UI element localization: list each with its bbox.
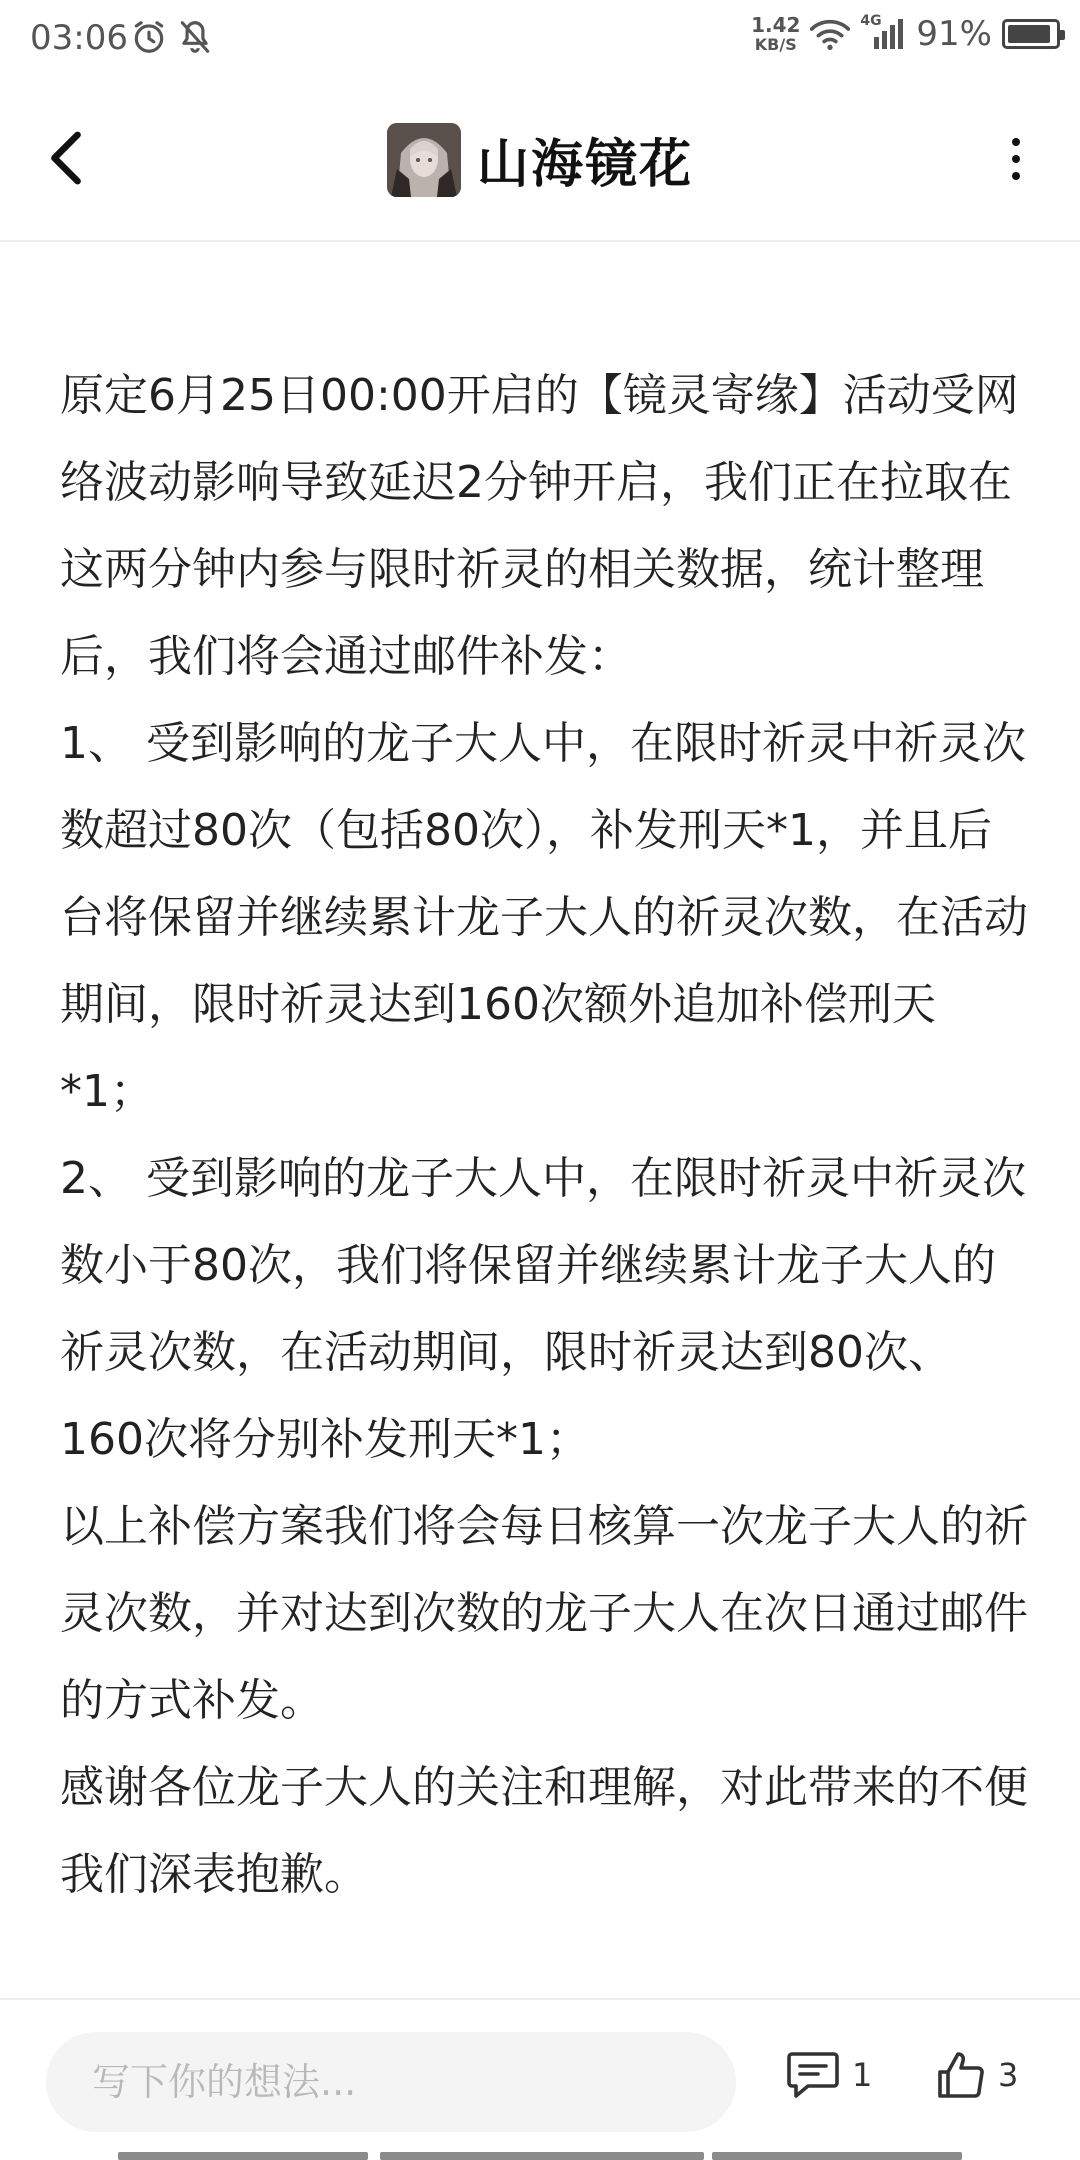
more-dot-icon <box>1012 155 1020 163</box>
avatar-image <box>387 123 461 197</box>
article-paragraph: 以上补偿方案我们将会每日核算一次龙子大人的祈灵次数，并对达到次数的龙子大人在次日通过邮件的方式补发。 <box>60 1501 1028 1726</box>
net-speed-value: 1.42 <box>751 13 801 37</box>
battery-level-fill <box>1008 25 1050 43</box>
network-type: 4G <box>860 13 882 29</box>
net-speed-unit: KB/S <box>754 35 797 54</box>
comment-count: 1 <box>852 2056 873 2094</box>
article-paragraph: 原定6月25日00:00开启的【镜灵寄缘】活动受网络波动影响导致延迟2分钟开启，我们正在拉取在这两分钟内参与限时祈灵的相关数据，统计整理后，我们将会通过邮件补发： <box>60 370 1019 682</box>
page-title: 山海镜花 <box>476 135 693 195</box>
more-options-button[interactable] <box>996 134 1036 184</box>
alarm-icon <box>130 18 168 56</box>
bottom-action-bar <box>0 1998 1080 2160</box>
article-paragraph: 2、 受到影响的龙子大人中，在限时祈灵中祈灵次数小于80次，我们将保留并继续累计龙子大人的祈灵次数，在活动期间，限时祈灵达到80次、160次将分别补发刑天*1； <box>60 1153 1026 1465</box>
net-speed <box>751 15 800 53</box>
nav-hint-bar <box>712 2152 962 2160</box>
status-bar <box>0 0 1080 76</box>
game-avatar[interactable] <box>387 123 461 197</box>
battery-percent: 91% <box>916 14 992 54</box>
thumbs-up-icon <box>936 2050 986 2100</box>
wifi-icon <box>810 17 850 51</box>
more-dot-icon <box>1012 138 1020 146</box>
more-dot-icon <box>1012 172 1020 180</box>
title-group <box>0 122 1080 197</box>
nav-hint-bar <box>118 2152 368 2160</box>
like-button[interactable] <box>936 2050 1018 2100</box>
cellular-signal-icon <box>860 13 906 51</box>
comment-button[interactable] <box>786 2050 872 2100</box>
notifications-off-icon <box>176 18 214 56</box>
battery-icon <box>1002 19 1060 49</box>
comment-icon <box>786 2050 840 2100</box>
app-header <box>0 76 1080 242</box>
system-nav-hint <box>0 2152 1080 2160</box>
article-content <box>60 352 1028 1918</box>
like-count: 3 <box>998 2056 1019 2094</box>
article-paragraph: 1、 受到影响的龙子大人中，在限时祈灵中祈灵次数超过80次（包括80次），补发刑天*1，并且后台将保留并继续累计龙子大人的祈灵次数，在活动期间，限时祈灵达到160次额外追加补偿刑天*1； <box>60 718 1028 1117</box>
status-left-icons <box>130 18 214 56</box>
article-paragraph: 感谢各位龙子大人的关注和理解，对此带来的不便我们深表抱歉。 <box>60 1762 1028 1900</box>
status-right <box>751 14 1060 54</box>
status-time: 03:06 <box>30 18 128 58</box>
comment-input[interactable] <box>46 2032 736 2132</box>
nav-hint-bar <box>380 2152 704 2160</box>
